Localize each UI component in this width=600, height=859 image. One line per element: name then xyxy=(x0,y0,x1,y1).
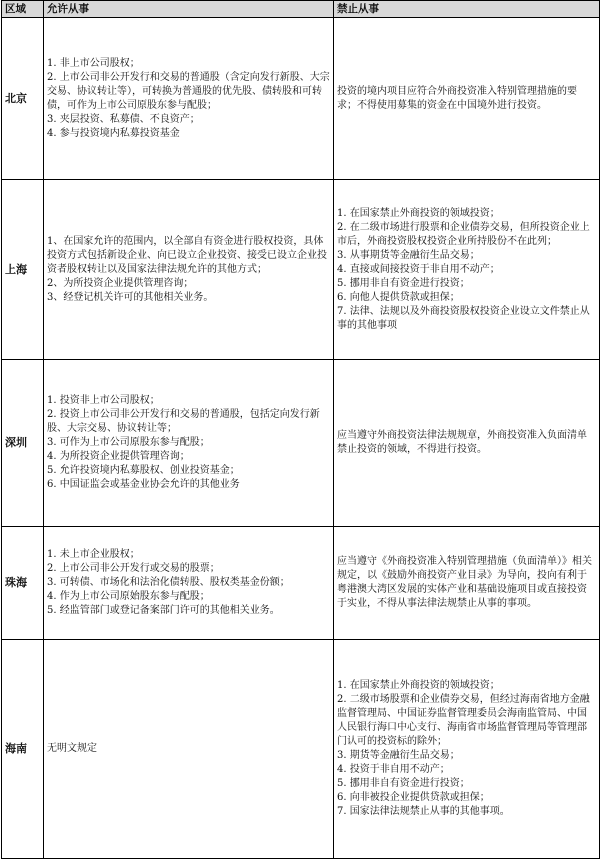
forbidden-cell xyxy=(334,18,600,180)
allowed-item: 1. 非上市公司股权； xyxy=(47,57,140,69)
forbidden-item: 6. 向非被投企业提供贷款或担保； xyxy=(337,792,490,803)
allowed-item: 3. 可作为上市公司原股东参与配股； xyxy=(47,437,210,448)
allowed-item: 1、在国家允许的范围内，以全部自有资金进行股权投资，具体投资方式包括新设企业、向已设立企业投资、接受已设立企业投资者股权转让以及国家法律法规允许的其他方式； xyxy=(47,235,327,275)
region-cell: 珠海 xyxy=(2,527,44,640)
table-row xyxy=(2,18,600,180)
header-allowed: 允许从事 xyxy=(44,1,334,18)
table-row xyxy=(2,640,600,859)
forbidden-item: 1. 在国家禁止外商投资的领域投资； xyxy=(337,680,500,691)
forbidden-cell xyxy=(334,360,600,527)
forbidden-item: 3. 从事期货等金融衍生品交易； xyxy=(337,249,480,261)
header-forbidden: 禁止从事 xyxy=(334,1,600,18)
allowed-cell xyxy=(44,180,334,360)
forbidden-cell xyxy=(334,527,600,640)
allowed-cell xyxy=(44,527,334,640)
allowed-cell xyxy=(44,640,334,859)
allowed-item: 1. 投资非上市公司股权； xyxy=(47,395,160,406)
allowed-item: 5. 经监管部门或登记备案部门许可的其他相关业务。 xyxy=(47,605,280,616)
allowed-item: 3. 可转债、市场化和法治化债转股、股权类基金份额； xyxy=(47,577,290,588)
forbidden-item: 3. 期货等金融衍生品交易； xyxy=(337,750,460,761)
header-row xyxy=(2,1,600,18)
forbidden-item: 2. 在二级市场进行股票和企业债券交易，但所投资企业上市后，外商投资股权投资企业所持股份不在此列； xyxy=(337,221,590,247)
forbidden-item: 5. 挪用非自有资金进行投资； xyxy=(337,778,470,789)
allowed-item: 5. 允许投资境内私募股权、创业投资基金； xyxy=(47,465,240,476)
allowed-item: 2. 上市公司非公开发行或交易的股票； xyxy=(47,563,220,574)
forbidden-item: 投资的境内项目应符合外商投资准入特别管理措施的要求；不得使用募集的资金在中国境外进行投资。 xyxy=(337,85,577,111)
table-row xyxy=(2,527,600,640)
region-cell: 深圳 xyxy=(2,360,44,527)
allowed-item: 2. 上市公司非公开发行和交易的普通股（含定向发行新股、大宗交易、协议转让等），可转换为普通股的优先股、债转股和可转债，可作为上市公司原股东参与配股； xyxy=(47,71,330,111)
allowed-item: 4. 作为上市公司原始股东参与配股； xyxy=(47,591,210,602)
forbidden-cell xyxy=(334,180,600,360)
region-cell: 上海 xyxy=(2,180,44,360)
region-cell: 海南 xyxy=(2,640,44,859)
allowed-item: 3. 夹层投资、私募债、不良资产； xyxy=(47,113,200,125)
forbidden-item: 5. 挪用非自有资金进行投资； xyxy=(337,277,470,289)
allowed-cell xyxy=(44,18,334,180)
region-cell: 北京 xyxy=(2,18,44,180)
allowed-cell xyxy=(44,360,334,527)
forbidden-item: 应当遵守外商投资法律法规规章，外商投资准入负面清单禁止投资的领域，不得进行投资。 xyxy=(337,430,587,455)
allowed-item: 2、为所投资企业提供管理咨询； xyxy=(47,277,194,289)
forbidden-item: 1. 在国家禁止外商投资的领域投资； xyxy=(337,207,500,219)
regional-rules-table xyxy=(1,0,600,859)
forbidden-item: 2. 二级市场股票和企业债券交易，但经过海南省地方金融监督管理局、中国证券监督管理委员会海南监管局、中国人民银行海口中心支行、海南省市场监督管理局等管理部门认可的投资标的除外； xyxy=(337,694,590,747)
header-region: 区域 xyxy=(2,1,44,18)
allowed-item: 6. 中国证监会或基金业协会允许的其他业务 xyxy=(47,479,240,490)
allowed-item: 4. 为所投资企业提供管理咨询； xyxy=(47,451,190,462)
forbidden-item: 7. 国家法律法规禁止从事的其他事项。 xyxy=(337,806,510,817)
forbidden-item: 应当遵守《外商投资准入特别管理措施（负面清单）》相关规定，以《鼓励外商投资产业目录》为导向，投向有利于粤港澳大湾区发展的实体产业和基础设施项目或直接投资于实业，不得从事法律法规禁止从事的事项。 xyxy=(337,556,592,609)
allowed-item: 1. 未上市企业股权； xyxy=(47,549,140,560)
forbidden-item: 6. 向他人提供贷款或担保； xyxy=(337,291,460,303)
forbidden-item: 4. 投资于非自用不动产； xyxy=(337,764,450,775)
forbidden-cell xyxy=(334,640,600,859)
allowed-item: 4. 参与投资境内私募投资基金 xyxy=(47,127,180,139)
allowed-item: 3、经登记机关许可的其他相关业务。 xyxy=(47,291,214,303)
table-row xyxy=(2,360,600,527)
forbidden-item: 7. 法律、法规以及外商投资股权投资企业设立文件禁止从事的其他事项 xyxy=(337,305,590,331)
allowed-item: 2. 投资上市公司非公开发行和交易的普通股，包括定向发行新股、大宗交易、协议转让等； xyxy=(47,409,320,434)
allowed-item: 无明文规定 xyxy=(47,743,97,754)
forbidden-item: 4. 直接或间接投资于非自用不动产； xyxy=(337,263,500,275)
table-row xyxy=(2,180,600,360)
